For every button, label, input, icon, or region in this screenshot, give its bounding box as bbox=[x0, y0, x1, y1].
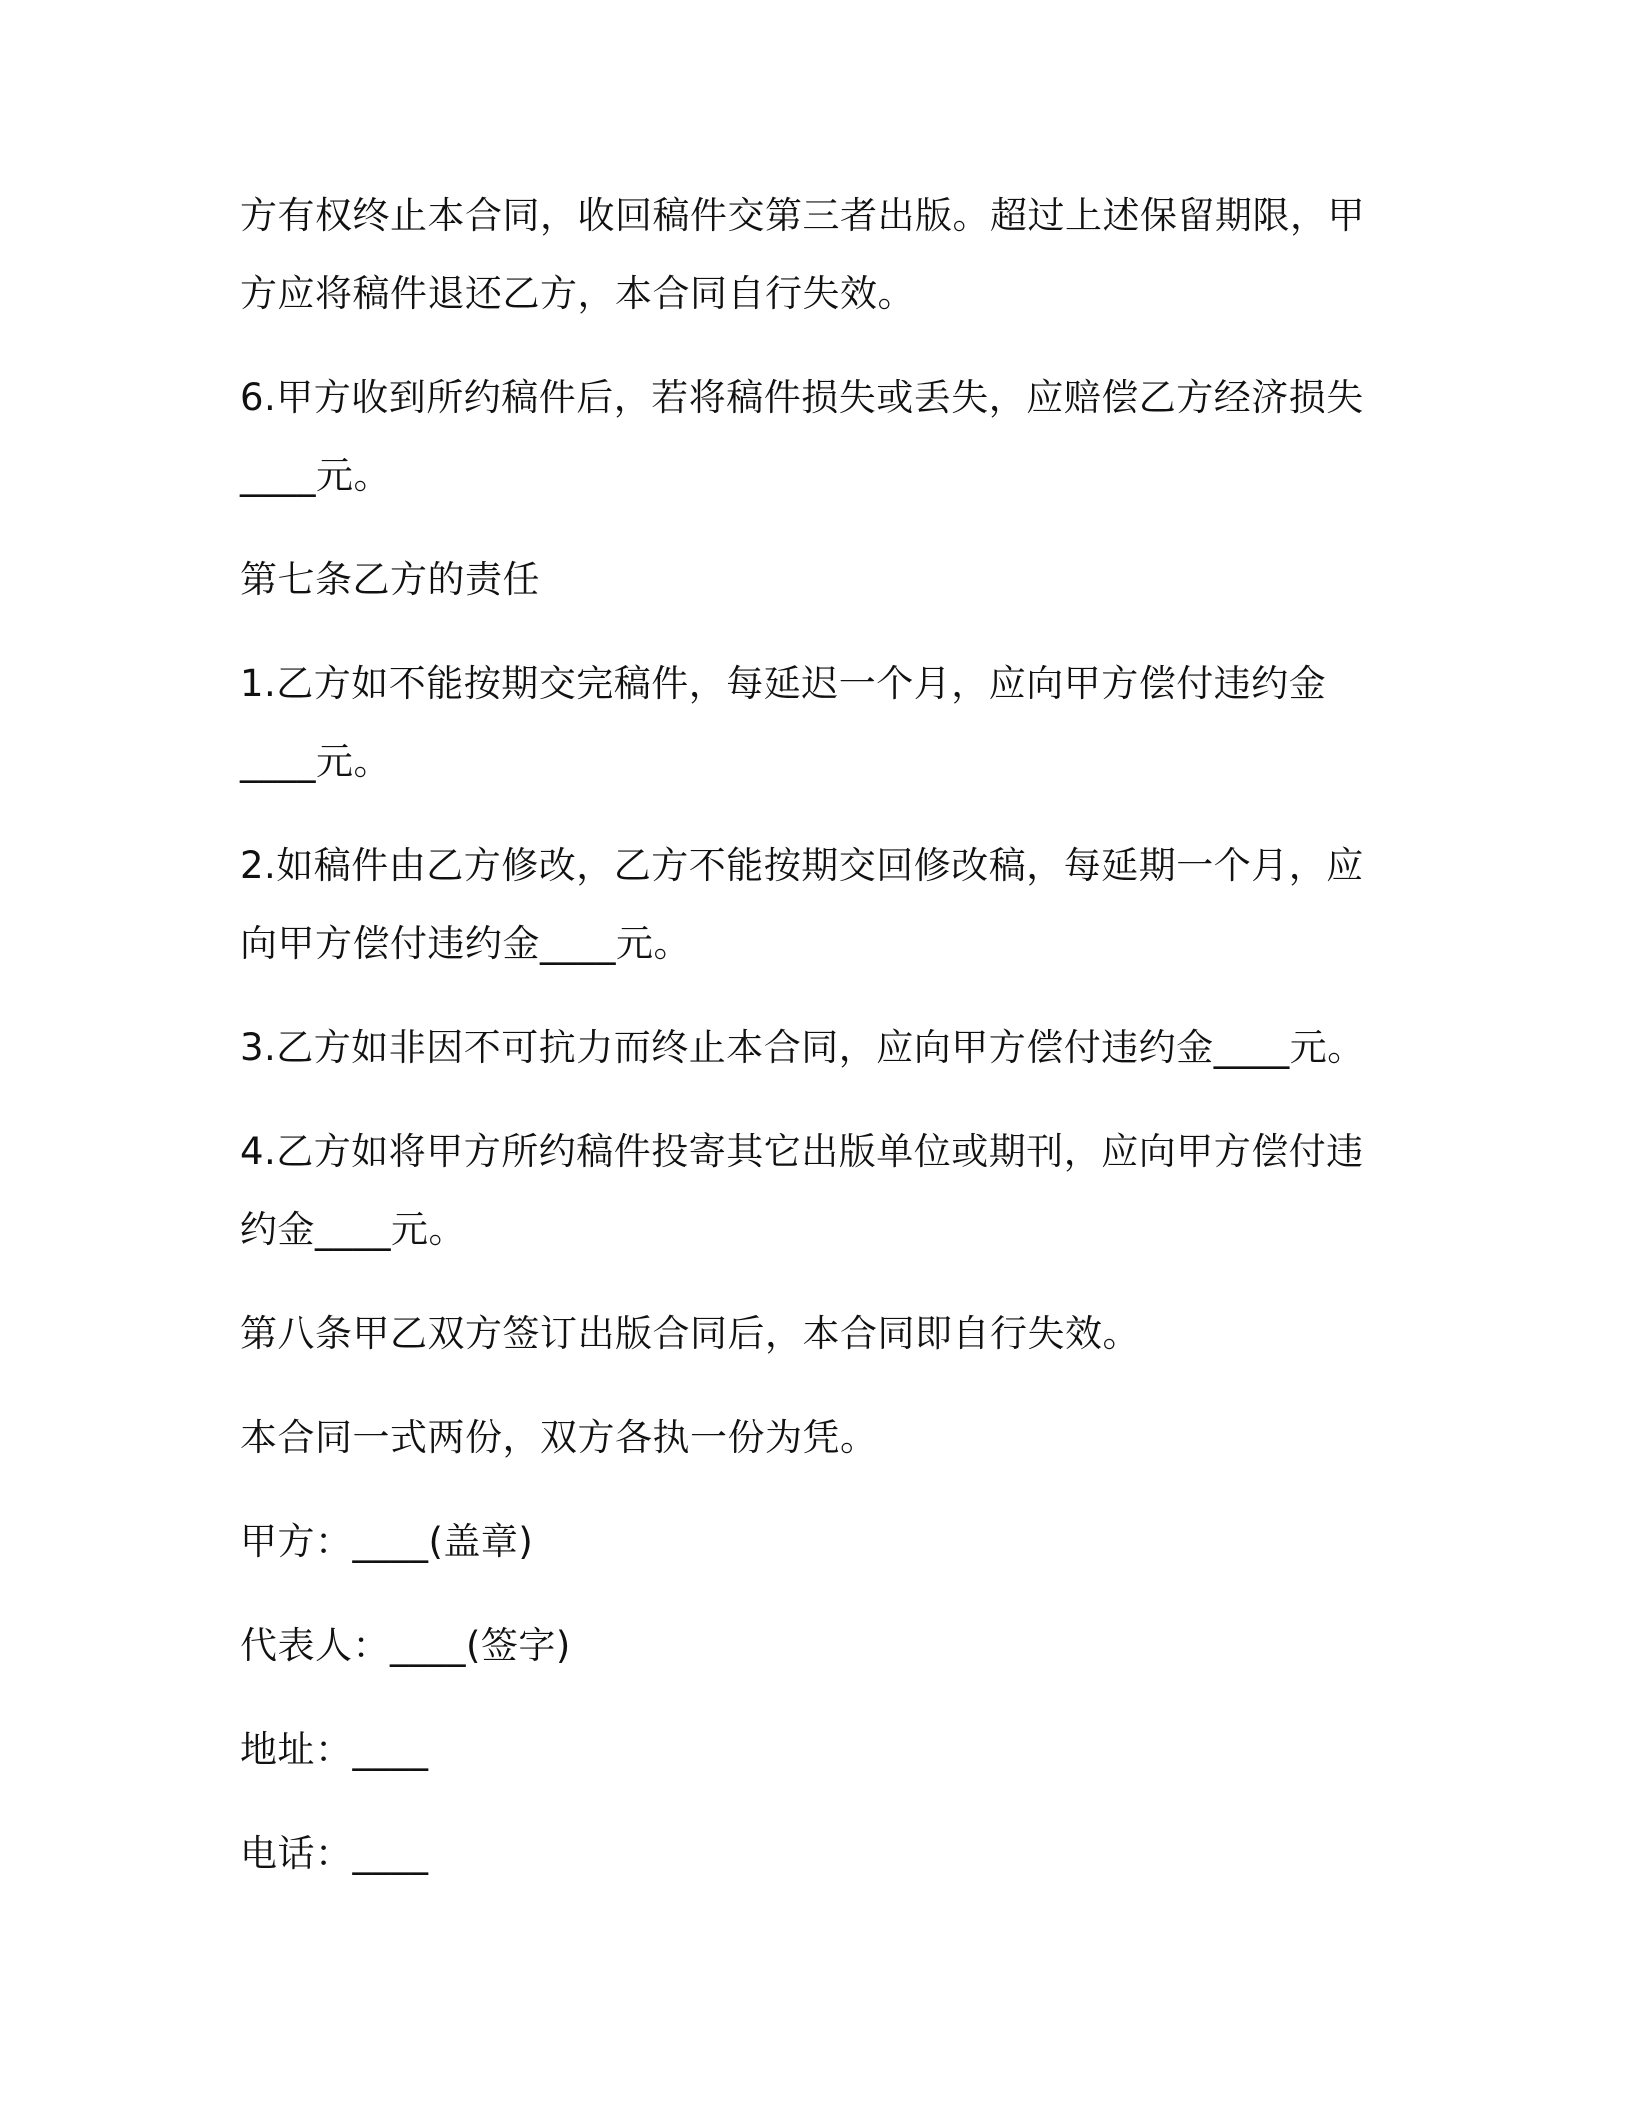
text-line: 方有权终止本合同，收回稿件交第三者出版。超过上述保留期限，甲 bbox=[240, 194, 1365, 237]
clause-1-line: 1.乙方如不能按期交完稿件，每延迟一个月，应向甲方偿付违约金 bbox=[240, 662, 1327, 705]
clause-3-line: 3.乙方如非因不可抗力而终止本合同，应向甲方偿付违约金____元。 bbox=[240, 1026, 1365, 1069]
article-8-line: 第八条甲乙双方签订出版合同后，本合同即自行失效。 bbox=[240, 1312, 1140, 1355]
clause-6-line: ____元。 bbox=[240, 454, 391, 497]
clause-1-line: ____元。 bbox=[240, 740, 391, 783]
clause-4-line: 4.乙方如将甲方所约稿件投寄其它出版单位或期刊，应向甲方偿付违 bbox=[240, 1130, 1364, 1173]
text-line: 方应将稿件退还乙方，本合同自行失效。 bbox=[240, 272, 915, 315]
clause-2-line: 2.如稿件由乙方修改，乙方不能按期交回修改稿，每延期一个月，应 bbox=[240, 844, 1364, 887]
document-page bbox=[240, 190, 1370, 1880]
party-a-seal-field: 甲方：____(盖章) bbox=[240, 1520, 534, 1563]
clause-6-line: 6.甲方收到所约稿件后，若将稿件损失或丢失，应赔偿乙方经济损失 bbox=[240, 376, 1364, 419]
clause-2-line: 向甲方偿付违约金____元。 bbox=[240, 922, 691, 965]
copies-note: 本合同一式两份，双方各执一份为凭。 bbox=[240, 1416, 878, 1459]
representative-signature-field: 代表人：____(签字) bbox=[240, 1624, 571, 1667]
article-7-heading: 第七条乙方的责任 bbox=[240, 558, 540, 601]
address-field: 地址：____ bbox=[240, 1728, 429, 1771]
clause-4-line: 约金____元。 bbox=[240, 1208, 466, 1251]
phone-field: 电话：____ bbox=[240, 1832, 429, 1875]
